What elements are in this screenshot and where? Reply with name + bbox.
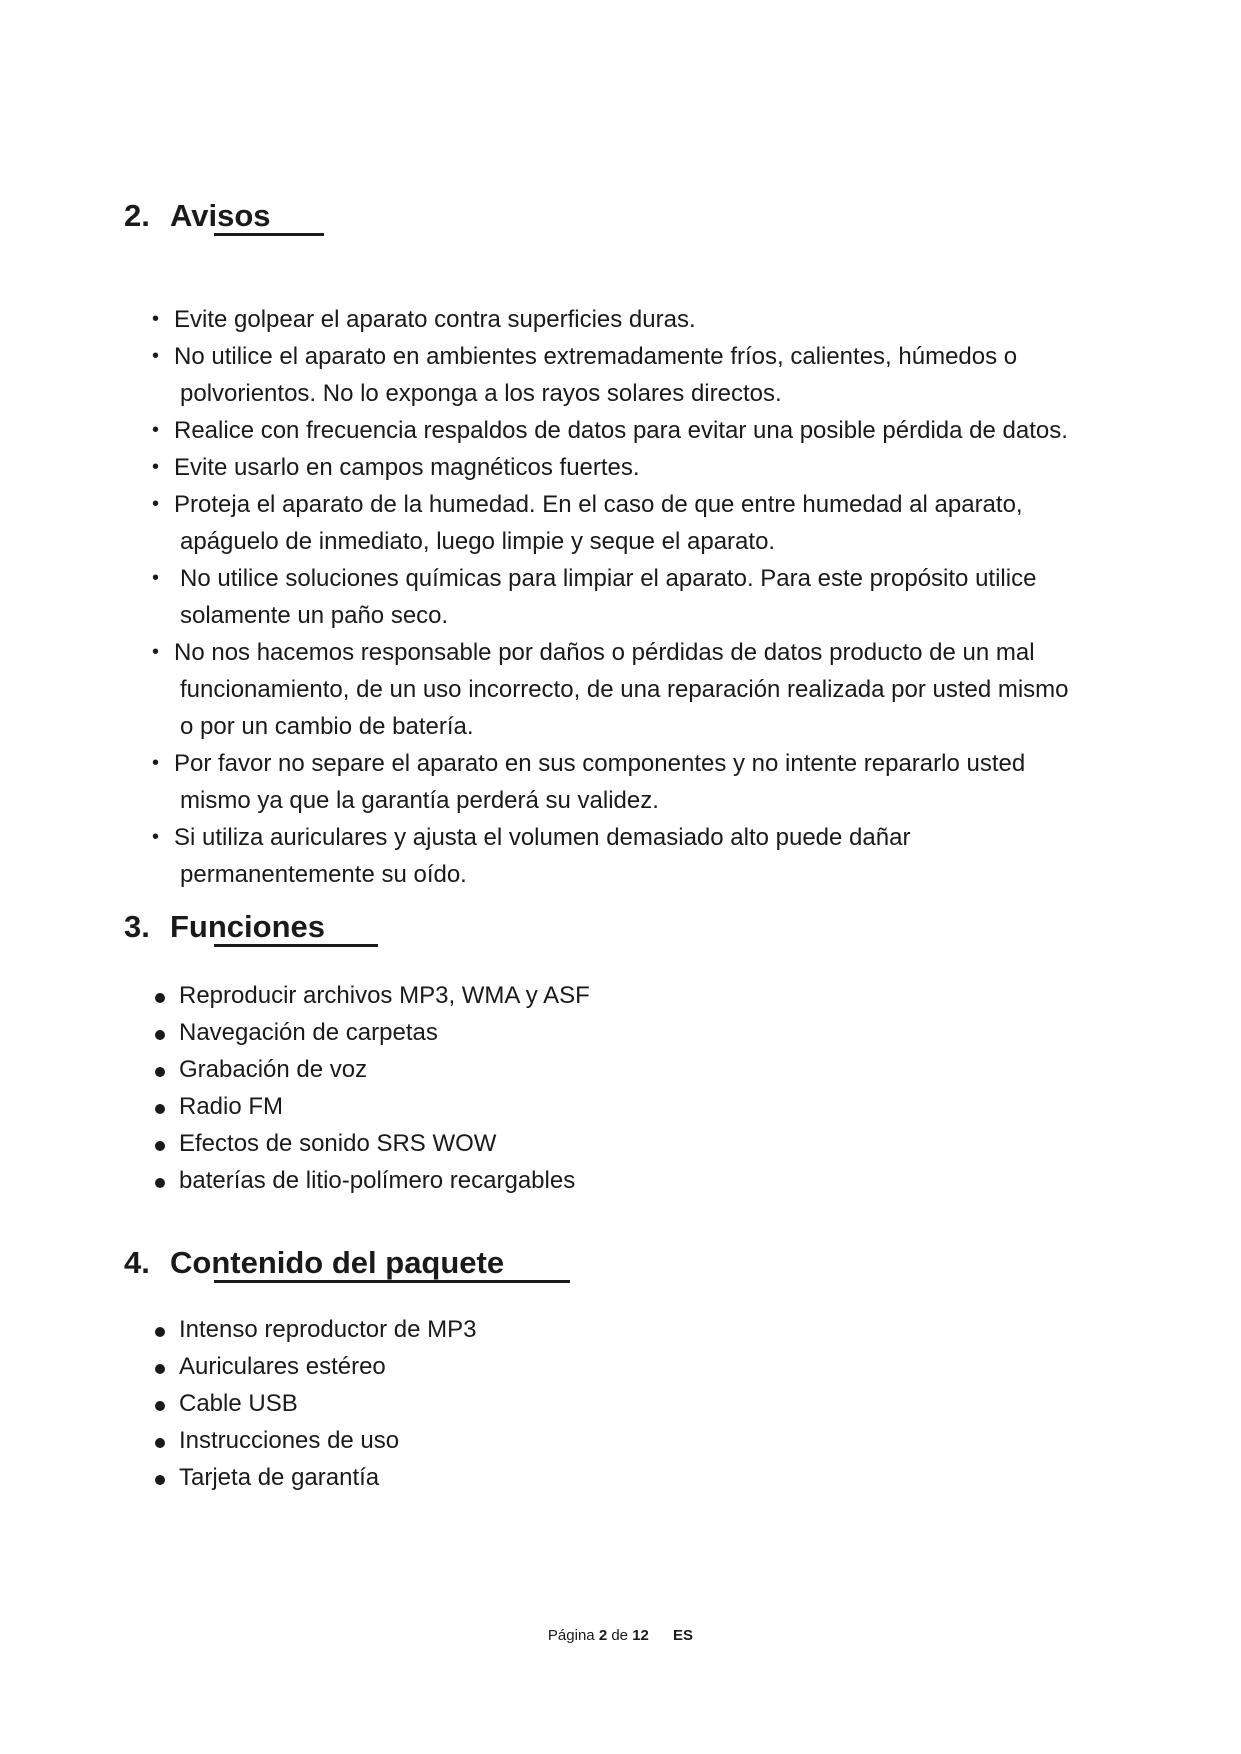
- section-number: 4.: [124, 1245, 150, 1280]
- warnings-list: [152, 301, 1112, 893]
- bullet-dot-icon: [155, 1104, 165, 1114]
- page-footer: [0, 1626, 1241, 1646]
- section-heading-contenido: [124, 1243, 504, 1283]
- list-item: • No utilice soluciones químicas para limpiar el aparato. Para este propósito utilice solamente un paño seco.: [152, 560, 1112, 634]
- section-number: 2.: [124, 198, 150, 233]
- list-item: • Proteja el aparato de la humedad. En el caso de que entre humedad al aparato, apáguelo de inmediato, luego limpie y seque el aparato.: [152, 486, 1112, 560]
- list-item: • Por favor no separe el aparato en sus componentes y no intente repararlo usted mismo ya que la garantía perderá su validez.: [152, 745, 1112, 819]
- section-heading-funciones: [124, 907, 325, 947]
- list-item: Instrucciones de uso: [152, 1422, 952, 1459]
- bullet-dot-icon: [155, 1030, 165, 1040]
- heading-underline: [214, 233, 324, 236]
- heading-underline: [214, 944, 378, 947]
- list-item: baterías de litio-polímero recargables: [152, 1162, 952, 1199]
- features-list: [152, 977, 952, 1199]
- bullet-dot-icon: [155, 1067, 165, 1077]
- of-word: de: [611, 1627, 629, 1644]
- bullet-dot-icon: [155, 1327, 165, 1337]
- bullet-dot-icon: [155, 1178, 165, 1188]
- bullet-dot-icon: [155, 1401, 165, 1411]
- package-contents-list: [152, 1311, 952, 1496]
- current-page: 2: [598, 1627, 608, 1644]
- bullet-dot-icon: [155, 1438, 165, 1448]
- list-item: Efectos de sonido SRS WOW: [152, 1125, 952, 1162]
- list-item: Cable USB: [152, 1385, 952, 1422]
- bullet-dot-icon: [155, 1141, 165, 1151]
- section-title: Contenido del paquete: [170, 1245, 505, 1280]
- list-item: Tarjeta de garantía: [152, 1459, 952, 1496]
- section-heading-avisos: [124, 196, 271, 236]
- list-item: Auriculares estéreo: [152, 1348, 952, 1385]
- list-item: Navegación de carpetas: [152, 1014, 952, 1051]
- section-title: Avisos: [170, 198, 271, 233]
- list-item: • No utilice el aparato en ambientes extremadamente fríos, calientes, húmedos o polvorientos. No lo exponga a los rayos solares directos.: [152, 338, 1112, 412]
- list-item: • Si utiliza auriculares y ajusta el volumen demasiado alto puede dañar permanentemente su oído.: [152, 819, 1112, 893]
- list-item: • Evite usarlo en campos magnéticos fuertes.: [152, 449, 1112, 486]
- list-item: Radio FM: [152, 1088, 952, 1125]
- language-code: ES: [673, 1627, 694, 1644]
- list-item: Reproducir archivos MP3, WMA y ASF: [152, 977, 952, 1014]
- heading-underline: [214, 1280, 570, 1283]
- list-item: • Evite golpear el aparato contra superficies duras.: [152, 301, 1112, 338]
- bullet-dot-icon: [155, 1364, 165, 1374]
- bullet-dot-icon: [155, 993, 165, 1003]
- section-title: Funciones: [170, 909, 326, 944]
- page-word: Página: [547, 1627, 595, 1644]
- list-item: • No nos hacemos responsable por daños o pérdidas de datos producto de un mal funcionamiento, de un uso incorrecto, de una reparación realizada por usted mismo o por un cambio de batería.: [152, 634, 1112, 745]
- list-item: Grabación de voz: [152, 1051, 952, 1088]
- section-number: 3.: [124, 909, 150, 944]
- total-pages: 12: [632, 1627, 649, 1644]
- list-item: • Realice con frecuencia respaldos de datos para evitar una posible pérdida de datos.: [152, 412, 1112, 449]
- bullet-dot-icon: [155, 1475, 165, 1485]
- list-item: Intenso reproductor de MP3: [152, 1311, 952, 1348]
